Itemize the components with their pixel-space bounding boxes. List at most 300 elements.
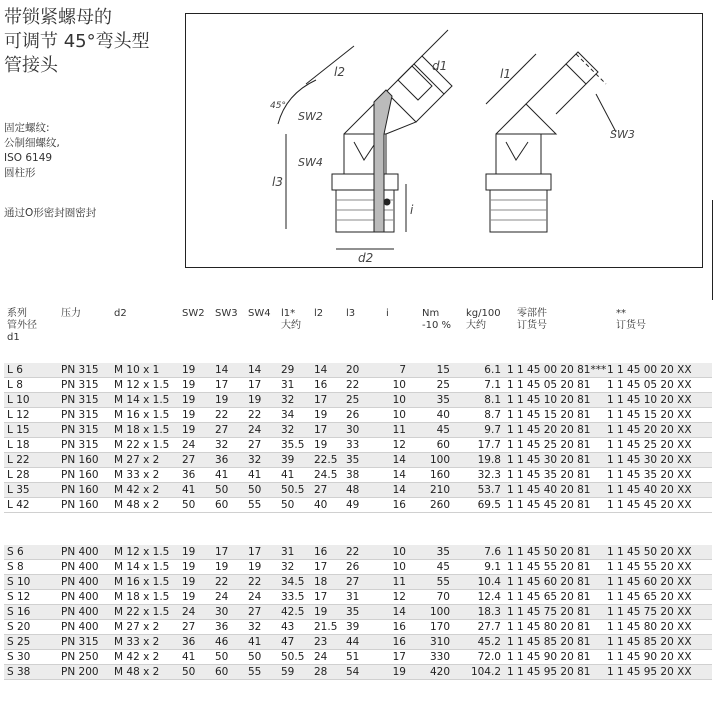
cell-d2: M 22 x 1.5 <box>111 605 179 620</box>
label-angle: 45° <box>270 101 286 111</box>
thread-info-line: 固定螺纹: <box>4 122 50 134</box>
cell-l2: 27 <box>311 483 343 498</box>
cell-kg: 69.5 <box>453 498 504 513</box>
cell-kg: 18.3 <box>453 605 504 620</box>
cell-sw4: 24 <box>245 590 278 605</box>
cell-l1: 32 <box>278 423 311 438</box>
cell-nm: 45 <box>409 560 453 575</box>
dim-d1 <box>422 30 448 56</box>
cell-kg: 72.0 <box>453 650 504 665</box>
cell-l2: 14 <box>311 363 343 378</box>
cell-order-number: 1 1 45 90 20 XX <box>604 650 712 665</box>
table-row <box>4 468 712 483</box>
header-series-line: d1 <box>7 332 20 343</box>
cell-pressure: PN 315 <box>58 438 111 453</box>
header-pressure-text: 压力 <box>61 308 81 319</box>
cell-sw4: 50 <box>245 650 278 665</box>
cell-series: S 38 <box>4 665 58 680</box>
cell-l3: 26 <box>343 408 372 423</box>
label-d2: d2 <box>358 251 374 265</box>
cell-l3: 51 <box>343 650 372 665</box>
cell-kg: 10.4 <box>453 575 504 590</box>
cell-part-number: 1 1 45 80 20 81 <box>504 620 604 635</box>
cell-sw2: 19 <box>179 423 212 438</box>
cell-sw3: 22 <box>212 575 245 590</box>
cell-order-number: 1 1 45 25 20 XX <box>604 438 712 453</box>
cell-sw3: 32 <box>212 438 245 453</box>
cell-i: 7 <box>372 363 409 378</box>
cell-i: 19 <box>372 665 409 680</box>
cell-l1: 34.5 <box>278 575 311 590</box>
table-row <box>4 378 712 393</box>
table-row <box>4 483 712 498</box>
cell-pressure: PN 400 <box>58 605 111 620</box>
cell-l2: 40 <box>311 498 343 513</box>
cell-sw3: 22 <box>212 408 245 423</box>
page-title <box>4 6 179 78</box>
cell-l2: 17 <box>311 393 343 408</box>
cell-sw4: 27 <box>245 605 278 620</box>
cell-series: L 28 <box>4 468 58 483</box>
cell-nm: 330 <box>409 650 453 665</box>
cell-sw4: 17 <box>245 378 278 393</box>
cell-sw3: 36 <box>212 620 245 635</box>
cell-sw2: 19 <box>179 393 212 408</box>
cell-sw3: 30 <box>212 605 245 620</box>
cell-order-number: 1 1 45 15 20 XX <box>604 408 712 423</box>
cell-series: L 42 <box>4 498 58 513</box>
header-d2-text: d2 <box>114 308 127 319</box>
o-ring <box>384 199 390 205</box>
table-row <box>4 423 712 438</box>
cell-l3: 33 <box>343 438 372 453</box>
header-sw2-text: SW2 <box>182 308 205 319</box>
cell-order-number: 1 1 45 10 20 XX <box>604 393 712 408</box>
dim-l1 <box>486 54 536 104</box>
leader-sw3 <box>596 94 616 132</box>
header-l1-line: 大约 <box>281 320 301 331</box>
cell-kg: 8.1 <box>453 393 504 408</box>
header-series <box>7 308 37 344</box>
cell-sw3: 27 <box>212 423 245 438</box>
cell-d2: M 12 x 1.5 <box>111 378 179 393</box>
cell-d2: M 27 x 2 <box>111 453 179 468</box>
cell-nm: 40 <box>409 408 453 423</box>
cell-i: 10 <box>372 560 409 575</box>
thread-info-line: ISO 6149 <box>4 152 53 164</box>
cell-series: S 8 <box>4 560 58 575</box>
cell-sw3: 46 <box>212 635 245 650</box>
cell-pressure: PN 400 <box>58 590 111 605</box>
cell-i: 10 <box>372 393 409 408</box>
table-row <box>4 665 712 680</box>
cell-l3: 54 <box>343 665 372 680</box>
cell-sw2: 24 <box>179 605 212 620</box>
cell-pressure: PN 315 <box>58 378 111 393</box>
cell-l1: 47 <box>278 635 311 650</box>
cell-sw4: 55 <box>245 498 278 513</box>
cell-pressure: PN 315 <box>58 408 111 423</box>
cell-sw3: 60 <box>212 498 245 513</box>
cell-order-number: 1 1 45 20 20 XX <box>604 423 712 438</box>
cell-series: S 16 <box>4 605 58 620</box>
seal-info-text: 通过O形密封圈密封 <box>4 207 97 219</box>
cell-sw4: 14 <box>245 363 278 378</box>
cell-sw4: 41 <box>245 468 278 483</box>
header-kg-line: kg/100 <box>466 308 501 319</box>
cell-part-number: 1 1 45 30 20 81 <box>504 453 604 468</box>
cell-l1: 50.5 <box>278 483 311 498</box>
cell-l1: 50.5 <box>278 650 311 665</box>
cell-l3: 25 <box>343 393 372 408</box>
table-row <box>4 545 712 560</box>
header-part-line: 订货号 <box>517 320 547 331</box>
cell-part-number: 1 1 45 10 20 81 <box>504 393 604 408</box>
cell-i: 14 <box>372 468 409 483</box>
header-order <box>616 308 646 332</box>
side-marker-line <box>712 200 713 300</box>
cell-kg: 104.2 <box>453 665 504 680</box>
cell-sw2: 19 <box>179 545 212 560</box>
sw2-nut <box>398 66 432 100</box>
cell-l3: 49 <box>343 498 372 513</box>
cell-l3: 35 <box>343 605 372 620</box>
cell-series: L 15 <box>4 423 58 438</box>
cell-sw4: 19 <box>245 560 278 575</box>
right-arm <box>526 64 586 114</box>
cell-d2: M 12 x 1.5 <box>111 545 179 560</box>
cell-l1: 41 <box>278 468 311 483</box>
header-order-line: ** <box>616 308 626 319</box>
cell-l2: 28 <box>311 665 343 680</box>
cell-sw4: 22 <box>245 408 278 423</box>
cell-kg: 8.7 <box>453 408 504 423</box>
cell-part-number: 1 1 45 00 20 81*** <box>504 363 604 378</box>
cell-pressure: PN 160 <box>58 453 111 468</box>
cell-series: L 35 <box>4 483 58 498</box>
table-row <box>4 605 712 620</box>
cell-sw4: 32 <box>245 620 278 635</box>
cell-sw3: 17 <box>212 545 245 560</box>
cell-order-number: 1 1 45 85 20 XX <box>604 635 712 650</box>
cell-l2: 24 <box>311 650 343 665</box>
thread-info <box>4 121 60 181</box>
header-i-text: i <box>386 308 389 319</box>
cell-nm: 35 <box>409 393 453 408</box>
cell-kg: 6.1 <box>453 363 504 378</box>
seal-info <box>4 206 96 221</box>
cell-pressure: PN 315 <box>58 393 111 408</box>
cell-d2: M 18 x 1.5 <box>111 423 179 438</box>
right-thread <box>566 52 598 84</box>
cell-sw2: 41 <box>179 650 212 665</box>
cell-sw2: 27 <box>179 453 212 468</box>
cell-nm: 55 <box>409 575 453 590</box>
cell-d2: M 33 x 2 <box>111 468 179 483</box>
cell-nm: 170 <box>409 620 453 635</box>
cell-series: S 20 <box>4 620 58 635</box>
cell-pressure: PN 315 <box>58 423 111 438</box>
label-sw2: SW2 <box>298 110 323 123</box>
cell-sw3: 19 <box>212 560 245 575</box>
cell-kg: 7.1 <box>453 378 504 393</box>
cell-nm: 160 <box>409 468 453 483</box>
cell-l2: 19 <box>311 438 343 453</box>
table-row <box>4 363 712 378</box>
cell-nm: 420 <box>409 665 453 680</box>
cell-pressure: PN 250 <box>58 650 111 665</box>
cell-sw3: 36 <box>212 453 245 468</box>
cell-i: 11 <box>372 575 409 590</box>
header-nm-line: -10 % <box>422 320 452 331</box>
cell-d2: M 16 x 1.5 <box>111 408 179 423</box>
cell-i: 16 <box>372 498 409 513</box>
cell-pressure: PN 200 <box>58 665 111 680</box>
cell-part-number: 1 1 45 75 20 81 <box>504 605 604 620</box>
cell-order-number: 1 1 45 75 20 XX <box>604 605 712 620</box>
cell-l3: 31 <box>343 590 372 605</box>
cell-kg: 9.1 <box>453 560 504 575</box>
cell-l1: 32 <box>278 393 311 408</box>
header-l2 <box>314 308 323 320</box>
v-marking <box>354 142 376 160</box>
cell-part-number: 1 1 45 45 20 81 <box>504 498 604 513</box>
cell-order-number: 1 1 45 30 20 XX <box>604 453 712 468</box>
cell-part-number: 1 1 45 25 20 81 <box>504 438 604 453</box>
cell-d2: M 27 x 2 <box>111 620 179 635</box>
cell-d2: M 22 x 1.5 <box>111 438 179 453</box>
cell-pressure: PN 160 <box>58 483 111 498</box>
cell-order-number: 1 1 45 35 20 XX <box>604 468 712 483</box>
cell-l3: 22 <box>343 545 372 560</box>
cell-d2: M 42 x 2 <box>111 650 179 665</box>
cell-kg: 12.4 <box>453 590 504 605</box>
cell-kg: 19.8 <box>453 453 504 468</box>
cell-d2: M 16 x 1.5 <box>111 575 179 590</box>
cell-kg: 32.3 <box>453 468 504 483</box>
cell-sw4: 55 <box>245 665 278 680</box>
header-part <box>517 308 547 332</box>
cell-l1: 33.5 <box>278 590 311 605</box>
cell-i: 17 <box>372 650 409 665</box>
cell-sw4: 27 <box>245 438 278 453</box>
lower-thread <box>336 190 394 232</box>
cell-d2: M 14 x 1.5 <box>111 560 179 575</box>
cell-part-number: 1 1 45 35 20 81 <box>504 468 604 483</box>
table-row <box>4 635 712 650</box>
cell-nm: 210 <box>409 483 453 498</box>
cell-sw3: 60 <box>212 665 245 680</box>
cell-series: L 6 <box>4 363 58 378</box>
cell-l3: 30 <box>343 423 372 438</box>
cell-part-number: 1 1 45 05 20 81 <box>504 378 604 393</box>
cell-sw2: 19 <box>179 408 212 423</box>
cell-l1: 34 <box>278 408 311 423</box>
header-sw4 <box>248 308 271 320</box>
cell-pressure: PN 400 <box>58 560 111 575</box>
cell-sw3: 14 <box>212 363 245 378</box>
cell-d2: M 48 x 2 <box>111 665 179 680</box>
cell-d2: M 18 x 1.5 <box>111 590 179 605</box>
cell-sw2: 50 <box>179 498 212 513</box>
cell-order-number: 1 1 45 65 20 XX <box>604 590 712 605</box>
cell-sw3: 50 <box>212 650 245 665</box>
cell-l1: 29 <box>278 363 311 378</box>
header-sw2 <box>182 308 205 320</box>
header-nm <box>422 308 451 332</box>
cell-l3: 20 <box>343 363 372 378</box>
cell-sw2: 36 <box>179 468 212 483</box>
cell-order-number: 1 1 45 55 20 XX <box>604 560 712 575</box>
cell-part-number: 1 1 45 20 20 81 <box>504 423 604 438</box>
table-row <box>4 408 712 423</box>
cell-l1: 50 <box>278 498 311 513</box>
cell-sw2: 19 <box>179 378 212 393</box>
label-d1: d1 <box>432 59 448 73</box>
fitting-drawing-svg <box>186 14 702 267</box>
cell-i: 11 <box>372 423 409 438</box>
cell-pressure: PN 160 <box>58 498 111 513</box>
cell-l2: 22.5 <box>311 453 343 468</box>
cell-l2: 19 <box>311 605 343 620</box>
cell-part-number: 1 1 45 50 20 81 <box>504 545 604 560</box>
cell-nm: 100 <box>409 453 453 468</box>
cell-order-number: 1 1 45 05 20 XX <box>604 378 712 393</box>
cell-d2: M 33 x 2 <box>111 635 179 650</box>
cell-sw4: 22 <box>245 575 278 590</box>
cell-part-number: 1 1 45 90 20 81 <box>504 650 604 665</box>
title-line-3: 管接头 <box>4 55 58 76</box>
cell-kg: 7.6 <box>453 545 504 560</box>
cell-order-number: 1 1 45 45 20 XX <box>604 498 712 513</box>
cell-kg: 27.7 <box>453 620 504 635</box>
header-kg-line: 大约 <box>466 320 486 331</box>
cell-order-number: 1 1 45 95 20 XX <box>604 665 712 680</box>
header-order-line: 订货号 <box>616 320 646 331</box>
cell-l2: 18 <box>311 575 343 590</box>
table-l-series <box>4 363 712 513</box>
table-row <box>4 393 712 408</box>
cell-part-number: 1 1 45 85 20 81 <box>504 635 604 650</box>
cell-series: S 10 <box>4 575 58 590</box>
cell-kg: 9.7 <box>453 423 504 438</box>
cell-part-number: 1 1 45 40 20 81 <box>504 483 604 498</box>
cell-pressure: PN 400 <box>58 575 111 590</box>
cell-part-number: 1 1 45 95 20 81 <box>504 665 604 680</box>
cell-sw3: 41 <box>212 468 245 483</box>
cell-l3: 48 <box>343 483 372 498</box>
cell-sw3: 50 <box>212 483 245 498</box>
cell-sw2: 19 <box>179 363 212 378</box>
technical-drawing <box>185 13 703 268</box>
header-i <box>386 308 389 320</box>
cell-pressure: PN 160 <box>58 468 111 483</box>
cell-l2: 16 <box>311 378 343 393</box>
cell-sw4: 50 <box>245 483 278 498</box>
right-thread-lines <box>490 200 547 220</box>
cell-sw4: 41 <box>245 635 278 650</box>
cell-part-number: 1 1 45 15 20 81 <box>504 408 604 423</box>
header-sw3-text: SW3 <box>215 308 238 319</box>
cell-nm: 100 <box>409 605 453 620</box>
cell-nm: 60 <box>409 438 453 453</box>
cell-order-number: 1 1 45 50 20 XX <box>604 545 712 560</box>
header-l3 <box>346 308 355 320</box>
cell-sw3: 24 <box>212 590 245 605</box>
cell-kg: 53.7 <box>453 483 504 498</box>
right-sw4-nut <box>486 174 551 190</box>
cell-part-number: 1 1 45 65 20 81 <box>504 590 604 605</box>
right-lower-thread <box>490 190 547 232</box>
cell-i: 14 <box>372 483 409 498</box>
table-row <box>4 498 712 513</box>
cell-i: 16 <box>372 620 409 635</box>
cell-l2: 19 <box>311 408 343 423</box>
sw4-nut <box>332 174 398 190</box>
cell-l1: 32 <box>278 560 311 575</box>
label-l2: l2 <box>334 65 345 79</box>
table-row <box>4 650 712 665</box>
cell-series: L 12 <box>4 408 58 423</box>
cell-l1: 31 <box>278 378 311 393</box>
cell-l3: 27 <box>343 575 372 590</box>
header-nm-line: Nm <box>422 308 440 319</box>
label-i: i <box>410 203 414 217</box>
cell-order-number: 1 1 45 00 20 XX <box>604 363 712 378</box>
cell-l2: 16 <box>311 545 343 560</box>
cell-l3: 39 <box>343 620 372 635</box>
cell-i: 10 <box>372 545 409 560</box>
cell-d2: M 14 x 1.5 <box>111 393 179 408</box>
cell-sw2: 24 <box>179 438 212 453</box>
cell-order-number: 1 1 45 80 20 XX <box>604 620 712 635</box>
header-pressure <box>61 308 81 320</box>
cell-series: S 25 <box>4 635 58 650</box>
cell-i: 10 <box>372 408 409 423</box>
cell-l2: 21.5 <box>311 620 343 635</box>
header-l2-text: l2 <box>314 308 324 319</box>
table-row <box>4 438 712 453</box>
header-l1-line: l1* <box>281 308 296 319</box>
cell-order-number: 1 1 45 40 20 XX <box>604 483 712 498</box>
cell-series: S 12 <box>4 590 58 605</box>
cell-l1: 59 <box>278 665 311 680</box>
header-kg <box>466 308 501 332</box>
cell-sw2: 19 <box>179 590 212 605</box>
cell-sw2: 41 <box>179 483 212 498</box>
cell-series: L 8 <box>4 378 58 393</box>
table-row <box>4 453 712 468</box>
cell-part-number: 1 1 45 55 20 81 <box>504 560 604 575</box>
cell-series: L 18 <box>4 438 58 453</box>
cell-pressure: PN 315 <box>58 363 111 378</box>
cell-l3: 22 <box>343 378 372 393</box>
cell-l3: 35 <box>343 453 372 468</box>
cell-l3: 44 <box>343 635 372 650</box>
cell-i: 10 <box>372 378 409 393</box>
thread-info-line: 公制细螺纹, <box>4 137 60 149</box>
cell-l2: 17 <box>311 590 343 605</box>
cell-sw2: 27 <box>179 620 212 635</box>
header-series-line: 系列 <box>7 308 27 319</box>
header-l3-text: l3 <box>346 308 356 319</box>
header-part-line: 零部件 <box>517 308 547 319</box>
cell-series: L 22 <box>4 453 58 468</box>
cell-l1: 35.5 <box>278 438 311 453</box>
cell-sw2: 36 <box>179 635 212 650</box>
cell-nm: 45 <box>409 423 453 438</box>
title-line-2: 可调节 45°弯头型 <box>4 31 150 52</box>
